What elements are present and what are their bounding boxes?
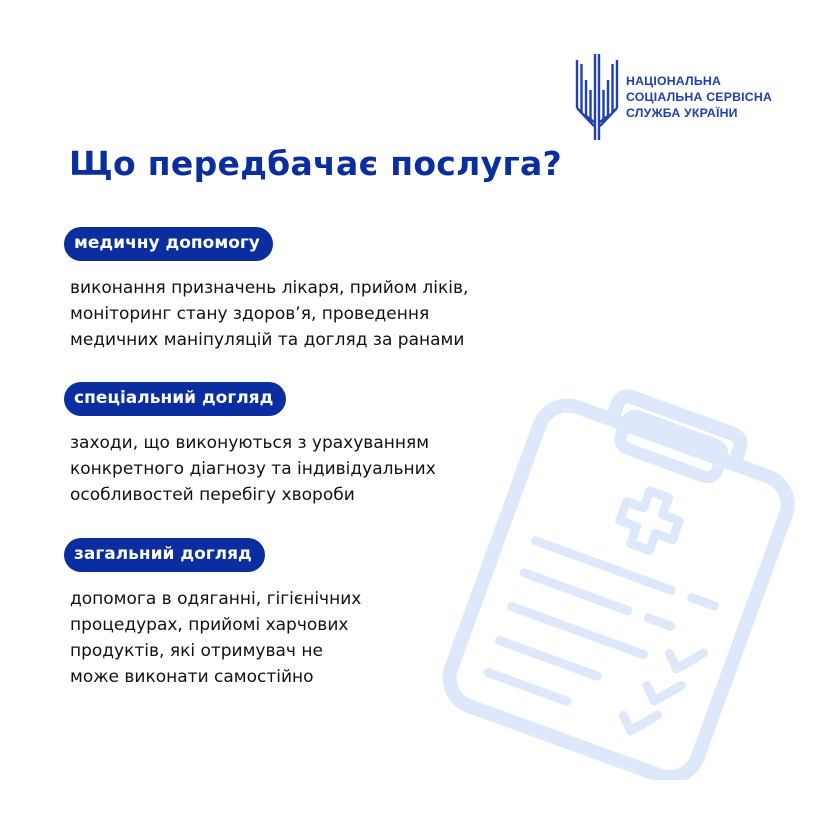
org-name-line-2: СОЦІАЛЬНА СЕРВІСНА xyxy=(626,90,773,104)
org-logo xyxy=(574,50,772,144)
service-section-medical xyxy=(64,227,468,353)
description-line: заходи, що виконуються з урахуванням xyxy=(70,433,430,453)
description-line: медичних маніпуляцій та догляд за ранами xyxy=(70,330,465,350)
page-title: Що передбачає послуга? xyxy=(69,144,562,183)
org-name-line-1: НАЦІОНАЛЬНА xyxy=(626,74,722,88)
section-badge-medical: медичну допомогу xyxy=(64,227,273,261)
org-name xyxy=(626,73,772,121)
org-name-line-3: СЛУЖБА УКРАЇНИ xyxy=(626,106,738,120)
service-section-special xyxy=(64,382,436,508)
service-section-general xyxy=(64,538,361,690)
description-line: особливостей перебігу хвороби xyxy=(70,485,355,505)
description-line: моніторинг стану здоров’я, проведення xyxy=(70,304,430,324)
section-badge-special: спеціальний догляд xyxy=(64,382,286,416)
description-line: може виконати самостійно xyxy=(70,667,314,687)
description-line: допомога в одяганні, гігієнічних xyxy=(70,589,362,609)
trident-icon xyxy=(574,50,620,144)
medical-clipboard-icon xyxy=(428,380,808,780)
section-description-general xyxy=(70,586,361,690)
description-line: виконання призначень лікаря, прийом ліків, xyxy=(70,278,469,298)
section-badge-general: загальний догляд xyxy=(64,538,265,572)
section-description-medical xyxy=(70,275,468,353)
section-description-special xyxy=(70,430,436,508)
description-line: продуктів, які отримувач не xyxy=(70,641,323,661)
description-line: процедурах, прийомі харчових xyxy=(70,615,349,635)
description-line: конкретного діагнозу та індивідуальних xyxy=(70,459,436,479)
